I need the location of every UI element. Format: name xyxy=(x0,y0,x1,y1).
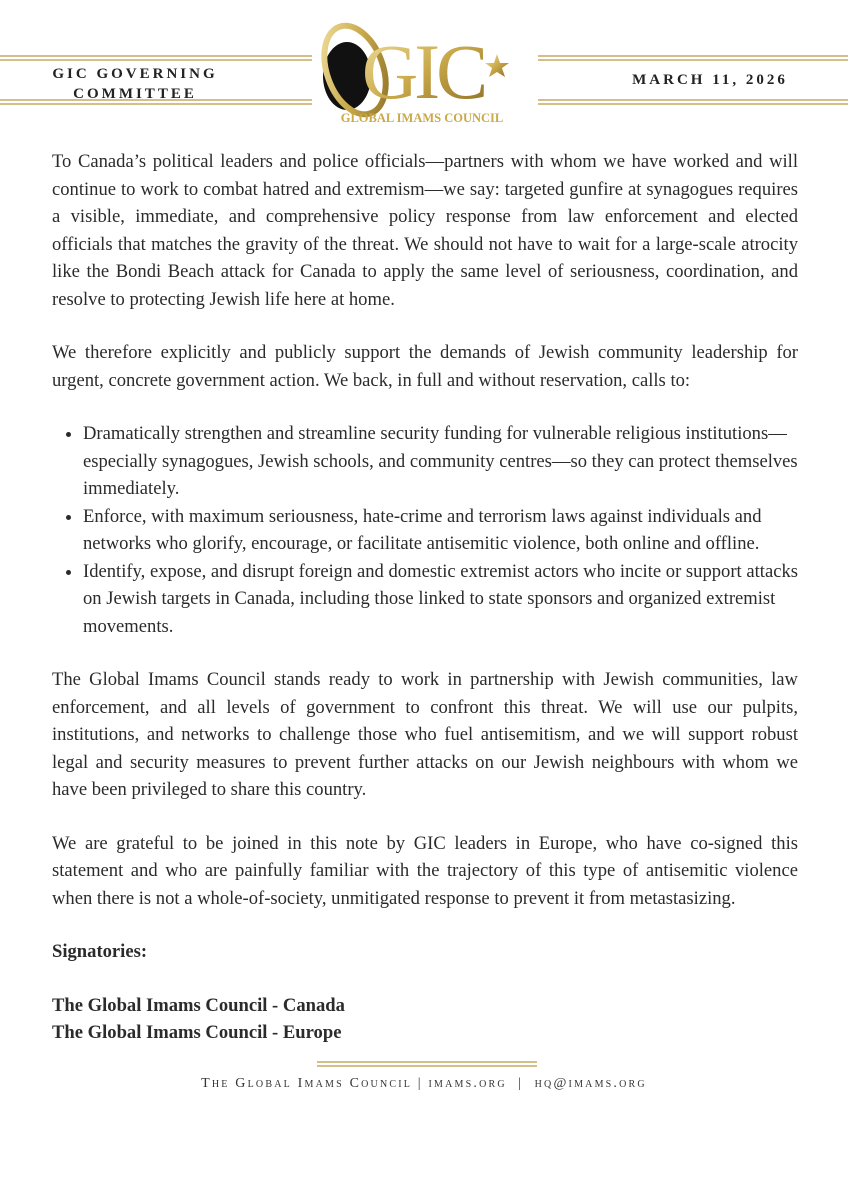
committee-line-1: GIC GOVERNING xyxy=(52,66,218,82)
list-item: • Identify, expose, and disrupt foreign and domestic extremist actors who incite or support attacks on Jewish targets in Canada, including those linked to state sponsors and organized extremist movements. xyxy=(83,558,798,641)
paragraph-4: We are grateful to be joined in this note by GIC leaders in Europe, who have co-signed this statement and who are painfully familiar with the trajectory of this type of antisemitic violence when there is not a whole-of-society, unmitigated response to prevent it from metastasizing. xyxy=(52,832,798,909)
header-rule-right-bottom xyxy=(538,99,848,105)
committee-heading xyxy=(40,64,230,104)
header-rule-right-top xyxy=(538,55,848,61)
signatories-label: Signatories: xyxy=(52,941,148,962)
header-rule-left-top xyxy=(0,55,312,61)
footer-text: The Global Imams Council | imams.org | hq@imams.org xyxy=(201,1075,647,1091)
paragraph-2: We therefore explicitly and publicly support the demands of Jewish community leadership for urgent, concrete government action. We back, in full and without reservation, calls to: xyxy=(52,342,798,391)
logo-mark: GIC xyxy=(361,28,485,115)
committee-line-2: COMMITTEE xyxy=(73,86,197,102)
paragraph-3: The Global Imams Council stands ready to work in partnership with Jewish communities, law enforcement, and all levels of government to confront this threat. We will use our pulpits, institutions, and networks to challenge those who fuel antisemitism, and we will support robust legal and security measures to prevent further attacks on our Jewish neighbours with whom we have been privileged to share this country. xyxy=(52,669,798,800)
gic-logo xyxy=(315,18,530,126)
signatory-canada: The Global Imams Council - Canada xyxy=(52,994,345,1016)
list-item: • Dramatically strengthen and streamline security funding for vulnerable religious institutions—especially synagogues, Jewish schools, and community centres—so they can protect themselves immediately. xyxy=(83,420,798,503)
letter-body xyxy=(52,148,798,1047)
list-item: • Enforce, with maximum seriousness, hate-crime and terrorism laws against individuals and networks who glorify, encourage, or facilitate antisemitic violence, both online and offline. xyxy=(83,503,798,558)
logo-text: GLOBAL IMAMS COUNCIL xyxy=(340,111,504,125)
paragraph-1: To Canada’s political leaders and police officials—partners with whom we have worked and will continue to work to combat hatred and extremism—we say: targeted gunfire at synagogues requires a visible, immediate, and comprehensive policy response from law enforcement and elected officials that matches the gravity of the threat. We should not have to wait for a large-scale atrocity like the Bondi Beach attack for Canada to apply the same level of seriousness, coordination, and resolve to protecting Jewish life here at home. xyxy=(52,151,798,310)
signatory-europe: The Global Imams Council - Europe xyxy=(52,1022,342,1043)
footer-rule xyxy=(317,1061,537,1067)
demands-list xyxy=(52,420,798,640)
footer-contact xyxy=(0,1075,848,1093)
letter-date: MARCH 11, 2026 xyxy=(632,72,788,88)
star-icon xyxy=(485,54,509,77)
